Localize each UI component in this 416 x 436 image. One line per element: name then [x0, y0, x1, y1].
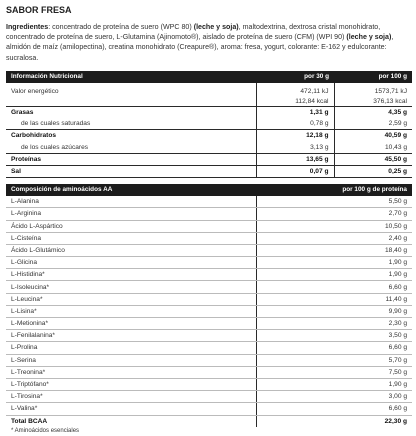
aminoacid-row — [6, 196, 412, 208]
nutrition-row — [6, 107, 412, 119]
essential-footnote: * Aminoácidos esenciales — [11, 428, 80, 434]
aminoacid-row — [6, 403, 412, 415]
aminoacid-name: L-Tirosina* — [6, 391, 256, 403]
flavor-title: SABOR FRESA — [6, 5, 72, 15]
nutrition-header-per30: por 30 g — [256, 71, 334, 83]
energy-kj-30: 472,11 kJ — [256, 86, 334, 96]
total-bcaa-row — [6, 415, 412, 427]
aminoacid-header-row — [6, 184, 412, 196]
aminoacid-row — [6, 378, 412, 390]
aminoacid-value: 7,50 g — [256, 366, 412, 378]
aminoacid-name: L-Arginina — [6, 208, 256, 220]
aminoacid-table — [6, 184, 412, 427]
nutrition-header-per100: por 100 g — [334, 71, 412, 83]
nutrition-row-label: de los cuales azúcares — [6, 142, 256, 154]
nutrition-row-per100: 2,59 g — [334, 118, 412, 130]
aminoacid-name: L-Metionina* — [6, 318, 256, 330]
aminoacid-value: 6,60 g — [256, 403, 412, 415]
nutrition-header-label: Información Nutricional — [6, 71, 256, 83]
aminoacid-value: 18,40 g — [256, 244, 412, 256]
aminoacid-row — [6, 220, 412, 232]
aminoacid-row — [6, 208, 412, 220]
aminoacid-header-label: Composición de aminoácidos AA — [6, 184, 256, 196]
nutrition-header-row — [6, 71, 412, 83]
nutrition-row-per30: 0,78 g — [256, 118, 334, 130]
aminoacid-name: L-Fenilalanina* — [6, 330, 256, 342]
aminoacid-row — [6, 293, 412, 305]
nutrition-row-label: Grasas — [6, 107, 256, 119]
aminoacid-name: L-Triptófano* — [6, 378, 256, 390]
nutrition-row-per30: 13,65 g — [256, 153, 334, 165]
aminoacid-value: 9,90 g — [256, 305, 412, 317]
aminoacid-row — [6, 366, 412, 378]
aminoacid-value: 3,00 g — [256, 391, 412, 403]
nutrition-row-per30: 0,07 g — [256, 165, 334, 177]
nutrition-row — [6, 142, 412, 154]
aminoacid-value: 2,40 g — [256, 232, 412, 244]
aminoacid-name: L-Serina — [6, 354, 256, 366]
nutrition-row-label: Proteínas — [6, 153, 256, 165]
aminoacid-name: L-Treonina* — [6, 366, 256, 378]
nutrition-row-per30: 12,18 g — [256, 130, 334, 142]
nutrition-table — [6, 71, 412, 178]
nutrition-row-per30: 1,31 g — [256, 107, 334, 119]
aminoacid-row — [6, 269, 412, 281]
aminoacid-value: 3,50 g — [256, 330, 412, 342]
nutrition-row-label: de las cuales saturadas — [6, 118, 256, 130]
aminoacid-name: L-Glicina — [6, 257, 256, 269]
aminoacid-value: 6,60 g — [256, 342, 412, 354]
aminoacid-name: L-Isoleucina* — [6, 281, 256, 293]
aminoacid-name: L-Lisina* — [6, 305, 256, 317]
aminoacid-value: 2,70 g — [256, 208, 412, 220]
aminoacid-row — [6, 257, 412, 269]
aminoacid-value: 11,40 g — [256, 293, 412, 305]
nutrition-row — [6, 165, 412, 177]
aminoacid-value: 10,50 g — [256, 220, 412, 232]
nutrition-row-per100: 45,50 g — [334, 153, 412, 165]
energy-kj-100: 1573,71 kJ — [374, 87, 407, 95]
aminoacid-value: 1,90 g — [256, 378, 412, 390]
aminoacid-row — [6, 354, 412, 366]
aminoacid-value: 1,90 g — [256, 257, 412, 269]
nutrition-row-per30: 3,13 g — [256, 142, 334, 154]
ingredients-segment: , maltodextrina, dextrosa cristal monohidrato, concentrado de proteína de suero, L-Glutamina (Ajinomoto®), aislado de proteína de suero (CFM) (WPI 90) — [6, 23, 381, 42]
nutrition-row — [6, 130, 412, 142]
nutrition-row-per100: 40,59 g — [384, 132, 407, 140]
nutrition-row — [6, 153, 412, 165]
ingredients-segment: , almidón de maíz (amilopectina), creatina monohidrato (Creapure®), aroma: fresa, yogurt, colorante: E-162 y edulcorante: sucralosa. — [6, 33, 394, 62]
energy-kcal-row — [6, 96, 412, 107]
ingredients-segment: : concentrado de proteína de suero (WPC 80) — [48, 23, 194, 31]
aminoacid-header-col: por 100 g de proteína — [256, 184, 412, 196]
total-bcaa-label: Total BCAA — [6, 415, 256, 427]
ingredients-paragraph — [6, 22, 414, 63]
aminoacid-name: L-Leucina* — [6, 293, 256, 305]
aminoacid-name: Ácido L-Glutámico — [6, 244, 256, 256]
aminoacid-row — [6, 305, 412, 317]
aminoacid-name: L-Valina* — [6, 403, 256, 415]
energy-label: Valor energético — [6, 86, 256, 96]
aminoacid-row — [6, 342, 412, 354]
nutrition-row — [6, 118, 412, 130]
aminoacid-row — [6, 318, 412, 330]
total-bcaa-value: 22,30 g — [256, 415, 412, 427]
aminoacid-value: 5,70 g — [256, 354, 412, 366]
nutrition-row-per100: 10,43 g — [334, 142, 412, 154]
allergen-text: (leche y soja) — [346, 33, 392, 42]
nutrition-row-label: Sal — [6, 165, 256, 177]
aminoacid-row — [6, 232, 412, 244]
aminoacid-name: L-Prolina — [6, 342, 256, 354]
aminoacid-row — [6, 244, 412, 256]
ingredients-label: Ingredientes — [6, 23, 49, 31]
aminoacid-row — [6, 330, 412, 342]
aminoacid-row — [6, 281, 412, 293]
nutrition-row-label: Carbohidratos — [6, 130, 256, 142]
energy-kcal-30: 112,84 kcal — [256, 96, 334, 107]
aminoacid-value: 1,90 g — [256, 269, 412, 281]
energy-row — [6, 86, 412, 96]
energy-kcal-100: 376,13 kcal — [334, 96, 412, 107]
aminoacid-name: L-Alanina — [6, 196, 256, 208]
aminoacid-value: 5,50 g — [256, 196, 412, 208]
aminoacid-name: L-Cisteína — [6, 232, 256, 244]
aminoacid-name: Ácido L-Aspártico — [6, 220, 256, 232]
nutrition-row-per100: 4,35 g — [388, 109, 407, 117]
nutrition-row-per100: 0,25 g — [388, 168, 407, 176]
aminoacid-name: L-Histidina* — [6, 269, 256, 281]
aminoacid-value: 6,60 g — [256, 281, 412, 293]
allergen-text: (leche y soja) — [193, 23, 239, 31]
aminoacid-value: 2,30 g — [256, 318, 412, 330]
